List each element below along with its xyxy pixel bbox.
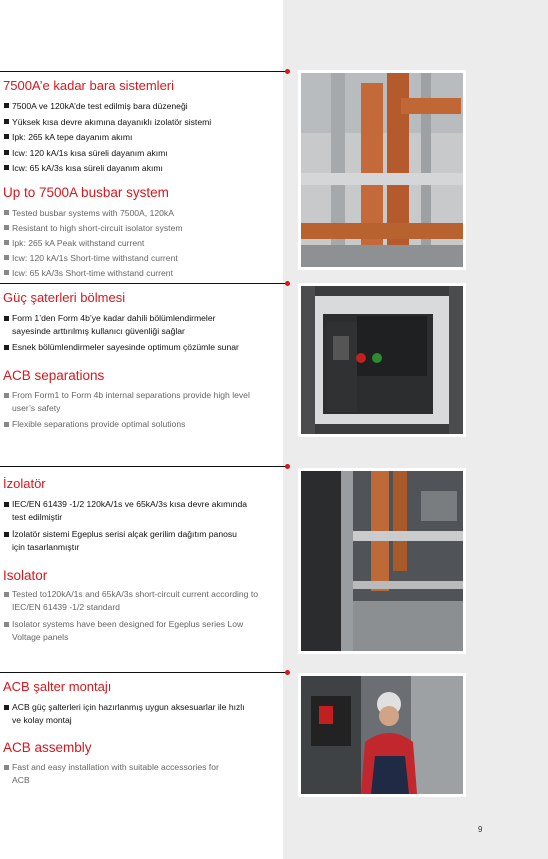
items-en bbox=[3, 389, 253, 431]
list-item: Form 1’den Form 4b’ye kadar dahili bölümlendirmeler sayesinde arttırılmış kullanıcı güvenliği sağlar bbox=[3, 312, 253, 338]
section-isolator bbox=[0, 476, 290, 644]
section-divider bbox=[0, 283, 288, 284]
list-item: Icw: 120 kA/1s Short-time withstand current bbox=[3, 251, 290, 266]
section-title-tr: Güç şaterleri bölmesi bbox=[3, 290, 126, 305]
list-item: Tested busbar systems with 7500A, 120kA bbox=[3, 206, 290, 221]
items-en bbox=[3, 761, 233, 787]
isolator-photo bbox=[298, 468, 466, 654]
list-item: Icw: 120 kA/1s kısa süreli dayanım akımı bbox=[3, 146, 290, 162]
section-title-en: Up to 7500A busbar system bbox=[3, 184, 169, 200]
list-item: IEC/EN 61439 -1/2 120kA/1s ve 65kA/3s kısa devre akımında test edilmiştir bbox=[3, 498, 251, 524]
list-item: Fast and easy installation with suitable accessories for ACB bbox=[3, 761, 233, 787]
section-busbar bbox=[0, 78, 290, 281]
section-title-tr: 7500A’e kadar bara sistemleri bbox=[3, 78, 175, 93]
page-number: 9 bbox=[478, 825, 483, 834]
divider-dot bbox=[285, 69, 290, 74]
acb-assembly-photo bbox=[298, 673, 466, 797]
items-en bbox=[3, 588, 258, 644]
section-title-en: ACB separations bbox=[3, 368, 105, 383]
items-tr bbox=[3, 99, 290, 177]
list-item: Ipk: 265 kA tepe dayanım akımı bbox=[3, 130, 290, 146]
section-divider bbox=[0, 71, 288, 72]
list-item: Yüksek kısa devre akımına dayanıklı izolatör sistemi bbox=[3, 115, 290, 131]
list-item: Icw: 65 kA/3s kısa süreli dayanım akımı bbox=[3, 161, 290, 177]
section-title-tr: ACB şalter montajı bbox=[3, 679, 112, 694]
list-item: Isolator systems have been designed for Egeplus series Low Voltage panels bbox=[3, 618, 258, 644]
divider-dot bbox=[285, 464, 290, 469]
section-title-en: Isolator bbox=[3, 568, 48, 583]
list-item: İzolatör sistemi Egeplus serisi alçak gerilim dağıtım panosu için tasarlanmıştır bbox=[3, 528, 251, 554]
list-item: Tested to120kA/1s and 65kA/3s short-circuit current according to IEC/EN 61439 -1/2 standard bbox=[3, 588, 258, 614]
items-tr bbox=[3, 498, 251, 554]
section-title-en: ACB assembly bbox=[3, 740, 92, 755]
section-divider bbox=[0, 672, 288, 673]
list-item: Esnek bölümlendirmeler sayesinde optimum çözümle sunar bbox=[3, 341, 253, 354]
divider-dot bbox=[285, 281, 290, 286]
list-item: Icw: 65 kA/3s Short-time withstand current bbox=[3, 266, 290, 281]
list-item: Ipk: 265 kA Peak withstand current bbox=[3, 236, 290, 251]
section-acb-assembly bbox=[0, 679, 290, 787]
list-item: From Form1 to Form 4b internal separations provide high level user’s safety bbox=[3, 389, 253, 415]
busbar-photo bbox=[298, 70, 466, 270]
items-en bbox=[3, 206, 290, 281]
section-title-tr: İzolatör bbox=[3, 476, 46, 491]
section-divider bbox=[0, 466, 288, 467]
divider-dot bbox=[285, 670, 290, 675]
acb-separations-photo bbox=[298, 283, 466, 437]
list-item: ACB güç şalterleri için hazırlanmış uygun aksesuarlar ile hızlı ve kolay montaj bbox=[3, 701, 253, 727]
list-item: Flexible separations provide optimal solutions bbox=[3, 418, 253, 431]
list-item: 7500A ve 120kA’de test edilmiş bara düzeneği bbox=[3, 99, 290, 115]
list-item: Resistant to high short-circuit isolator system bbox=[3, 221, 290, 236]
section-acb-separations bbox=[0, 290, 290, 431]
items-tr bbox=[3, 701, 253, 727]
items-tr bbox=[3, 312, 253, 354]
